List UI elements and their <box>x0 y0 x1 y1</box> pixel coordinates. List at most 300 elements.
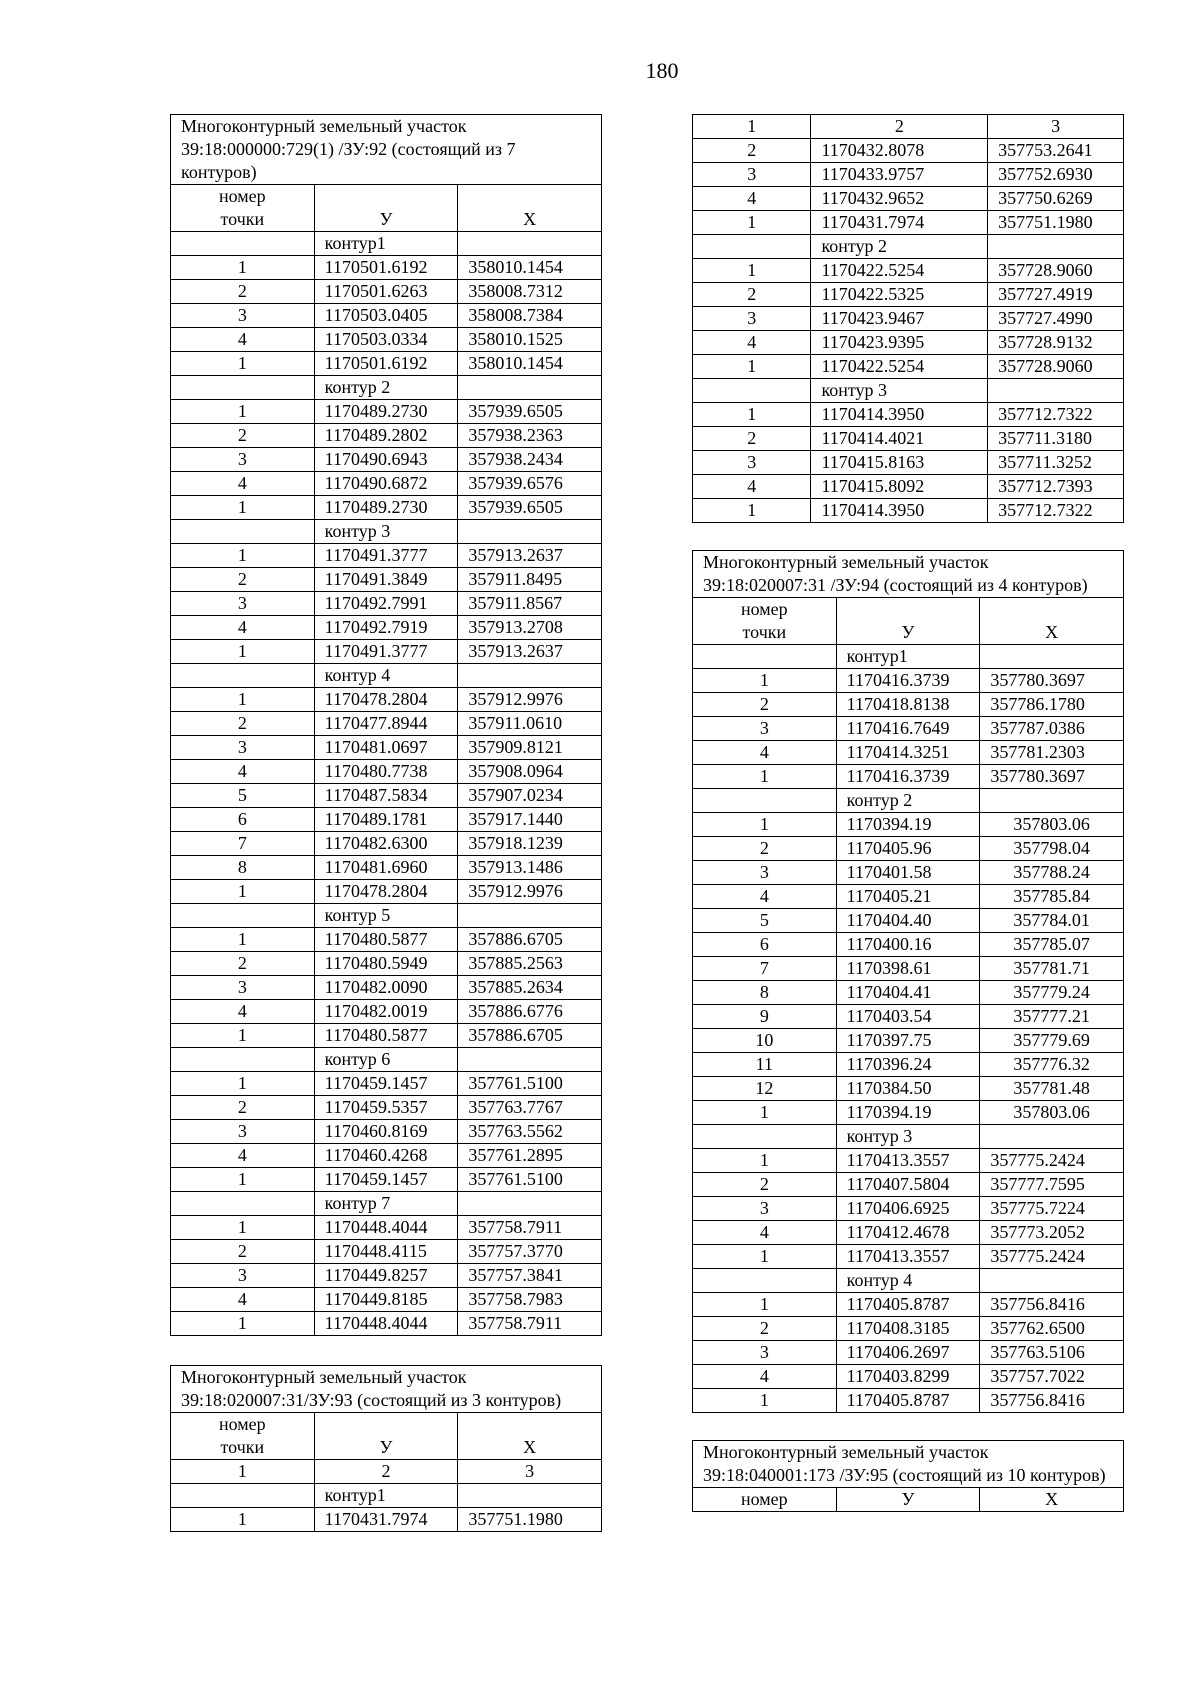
contour-row <box>693 235 1124 259</box>
contour-row <box>171 904 602 928</box>
point-number: 1 <box>693 403 811 427</box>
y-value: 1170478.2804 <box>314 688 458 712</box>
point-number: 2 <box>693 1173 837 1197</box>
point-number: 3 <box>171 736 315 760</box>
table-row <box>693 981 1124 1005</box>
table-row <box>171 280 602 304</box>
y-value: 1170406.6925 <box>836 1197 980 1221</box>
x-value: 357909.8121 <box>458 736 602 760</box>
point-number: 4 <box>171 328 315 352</box>
contour-label: контур 5 <box>314 904 458 928</box>
point-number: 2 <box>171 568 315 592</box>
y-value: 1170482.0090 <box>314 976 458 1000</box>
point-number: 4 <box>693 475 811 499</box>
table-row <box>171 1264 602 1288</box>
table-row <box>171 928 602 952</box>
y-value: 1170482.0019 <box>314 1000 458 1024</box>
table-row <box>171 352 602 376</box>
y-value: 1170423.9395 <box>811 331 988 355</box>
column-number: 1 <box>171 1460 315 1484</box>
x-value: 357913.2708 <box>458 616 602 640</box>
point-number: 1 <box>693 1149 837 1173</box>
x-value: 357757.3841 <box>458 1264 602 1288</box>
x-value: 357763.5562 <box>458 1120 602 1144</box>
contour-label: контур1 <box>314 1484 458 1508</box>
table-row <box>171 568 602 592</box>
table-row <box>693 837 1124 861</box>
x-value: 357757.7022 <box>980 1365 1124 1389</box>
point-number: 3 <box>171 1264 315 1288</box>
point-number: 2 <box>693 283 811 307</box>
x-value: 357912.9976 <box>458 880 602 904</box>
table-title: Многоконтурный земельный участок 39:18:020007:31 /ЗУ:94 (состоящий из 4 контуров) <box>693 551 1124 598</box>
point-number: 2 <box>171 712 315 736</box>
point-number: 2 <box>171 952 315 976</box>
x-value: 357728.9132 <box>988 331 1124 355</box>
point-number: 8 <box>693 981 837 1005</box>
y-value: 1170413.3557 <box>836 1245 980 1269</box>
table-title: Многоконтурный земельный участок 39:18:020007:31/ЗУ:93 (состоящий из 3 контуров) <box>171 1366 602 1413</box>
table-row <box>693 861 1124 885</box>
x-value: 357761.5100 <box>458 1072 602 1096</box>
point-number: 1 <box>693 499 811 523</box>
contour-row <box>171 376 602 400</box>
y-value: 1170414.3950 <box>811 499 988 523</box>
point-number: 11 <box>693 1053 837 1077</box>
point-number: 2 <box>171 1096 315 1120</box>
y-value: 1170422.5254 <box>811 259 988 283</box>
contour-row <box>171 664 602 688</box>
x-value: 357908.0964 <box>458 760 602 784</box>
point-number: 1 <box>693 259 811 283</box>
point-number: 4 <box>693 1365 837 1389</box>
y-value: 1170487.5834 <box>314 784 458 808</box>
table-row <box>171 1120 602 1144</box>
x-value: 357785.84 <box>980 885 1124 909</box>
table-row <box>693 475 1124 499</box>
left-column <box>170 114 602 1532</box>
contour-label: контур1 <box>314 232 458 256</box>
table-row <box>693 427 1124 451</box>
table-row <box>171 1024 602 1048</box>
table-title: Многоконтурный земельный участок 39:18:000000:729(1) /ЗУ:92 (состоящий из 7 контуров) <box>171 115 602 185</box>
point-number: 3 <box>693 1197 837 1221</box>
x-value: 357918.1239 <box>458 832 602 856</box>
point-number: 9 <box>693 1005 837 1029</box>
point-number: 3 <box>171 592 315 616</box>
y-value: 1170418.8138 <box>836 693 980 717</box>
point-number: 1 <box>171 496 315 520</box>
y-value: 1170449.8185 <box>314 1288 458 1312</box>
x-value: 357753.2641 <box>988 139 1124 163</box>
table-row <box>171 448 602 472</box>
table-row <box>693 355 1124 379</box>
table-row <box>693 1149 1124 1173</box>
table-row <box>171 1240 602 1264</box>
point-number: 4 <box>693 1221 837 1245</box>
table-row <box>693 307 1124 331</box>
y-value: 1170492.7991 <box>314 592 458 616</box>
y-value: 1170460.8169 <box>314 1120 458 1144</box>
y-value: 1170482.6300 <box>314 832 458 856</box>
table-body <box>171 232 602 1336</box>
table-row <box>693 885 1124 909</box>
x-value: 357750.6269 <box>988 187 1124 211</box>
y-value: 1170460.4268 <box>314 1144 458 1168</box>
table-row <box>693 331 1124 355</box>
y-value: 1170398.61 <box>836 957 980 981</box>
y-value: 1170415.8163 <box>811 451 988 475</box>
y-value: 1170480.7738 <box>314 760 458 784</box>
y-value: 1170480.5949 <box>314 952 458 976</box>
y-value: 1170397.75 <box>836 1029 980 1053</box>
y-value: 1170405.96 <box>836 837 980 861</box>
y-value: 1170432.9652 <box>811 187 988 211</box>
table-row <box>693 451 1124 475</box>
x-value: 357712.7322 <box>988 403 1124 427</box>
contour-row <box>171 1192 602 1216</box>
y-value: 1170403.8299 <box>836 1365 980 1389</box>
y-value: 1170405.8787 <box>836 1293 980 1317</box>
y-value: 1170401.58 <box>836 861 980 885</box>
y-value: 1170422.5325 <box>811 283 988 307</box>
x-value: 357711.3180 <box>988 427 1124 451</box>
point-number: 1 <box>171 1024 315 1048</box>
point-number-header <box>171 1413 315 1460</box>
contour-row <box>693 1269 1124 1293</box>
table-row <box>693 765 1124 789</box>
y-value: 1170412.4678 <box>836 1221 980 1245</box>
point-number: 1 <box>693 1389 837 1413</box>
table-body <box>693 139 1124 523</box>
point-number: 1 <box>693 813 837 837</box>
table-row <box>171 1072 602 1096</box>
point-number: 5 <box>171 784 315 808</box>
table-row <box>171 640 602 664</box>
y-value: 1170501.6192 <box>314 256 458 280</box>
y-value: 1170407.5804 <box>836 1173 980 1197</box>
x-value: 357728.9060 <box>988 355 1124 379</box>
contour-row <box>693 789 1124 813</box>
y-value: 1170431.7974 <box>811 211 988 235</box>
point-number: 4 <box>171 1000 315 1024</box>
table-row <box>171 880 602 904</box>
x-value: 358008.7312 <box>458 280 602 304</box>
table-row <box>693 1101 1124 1125</box>
table-row <box>171 688 602 712</box>
table-row <box>171 304 602 328</box>
table-row <box>171 424 602 448</box>
contour-label: контур 3 <box>836 1125 980 1149</box>
contour-label: контур 4 <box>314 664 458 688</box>
table-row <box>693 211 1124 235</box>
x-value: 357779.69 <box>980 1029 1124 1053</box>
x-value: 357913.2637 <box>458 640 602 664</box>
table-row <box>693 909 1124 933</box>
x-value: 357752.6930 <box>988 163 1124 187</box>
y-value: 1170423.9467 <box>811 307 988 331</box>
x-value: 357939.6505 <box>458 496 602 520</box>
table-row <box>693 283 1124 307</box>
y-value: 1170416.3739 <box>836 669 980 693</box>
table-title: Многоконтурный земельный участок 39:18:040001:173 /ЗУ:95 (состоящий из 10 контуров) <box>693 1441 1124 1488</box>
point-number: 1 <box>693 1293 837 1317</box>
x-value: 357907.0234 <box>458 784 602 808</box>
table-row <box>693 1173 1124 1197</box>
table-row <box>171 1144 602 1168</box>
x-value: 357758.7983 <box>458 1288 602 1312</box>
point-number: 2 <box>693 693 837 717</box>
table-row <box>693 1389 1124 1413</box>
contour-label: контур 2 <box>811 235 988 259</box>
x-value: 357776.32 <box>980 1053 1124 1077</box>
point-number: 1 <box>171 352 315 376</box>
x-value: 357727.4990 <box>988 307 1124 331</box>
point-number: 1 <box>693 211 811 235</box>
column-number-row <box>171 1460 602 1484</box>
contour-label: контур 2 <box>836 789 980 813</box>
table-row <box>693 1221 1124 1245</box>
point-number-header-line2: точки <box>742 622 787 642</box>
point-number: 4 <box>693 741 837 765</box>
table-row <box>693 669 1124 693</box>
table-row <box>693 163 1124 187</box>
y-header: У <box>836 598 980 645</box>
x-value: 357886.6776 <box>458 1000 602 1024</box>
x-value: 357912.9976 <box>458 688 602 712</box>
table-row <box>171 496 602 520</box>
y-value: 1170406.2697 <box>836 1341 980 1365</box>
table-row <box>171 328 602 352</box>
point-number: 3 <box>693 163 811 187</box>
y-value: 1170394.19 <box>836 1101 980 1125</box>
table-row <box>693 1317 1124 1341</box>
point-number: 8 <box>171 856 315 880</box>
x-value: 357803.06 <box>980 813 1124 837</box>
table-row <box>171 1096 602 1120</box>
x-value: 357751.1980 <box>458 1508 602 1532</box>
contour-row <box>171 1048 602 1072</box>
point-number: 1 <box>171 1508 315 1532</box>
table-row <box>693 1293 1124 1317</box>
point-number: 1 <box>171 1168 315 1192</box>
y-value: 1170394.19 <box>836 813 980 837</box>
table-row <box>171 592 602 616</box>
coordinates-table-zu93-continued <box>692 114 1124 523</box>
point-number: 7 <box>171 832 315 856</box>
point-number: 1 <box>171 640 315 664</box>
point-number: 4 <box>171 1288 315 1312</box>
y-value: 1170489.2802 <box>314 424 458 448</box>
y-value: 1170414.4021 <box>811 427 988 451</box>
x-value: 357785.07 <box>980 933 1124 957</box>
y-value: 1170489.1781 <box>314 808 458 832</box>
y-value: 1170491.3849 <box>314 568 458 592</box>
x-value: 357886.6705 <box>458 928 602 952</box>
contour-label: контур 6 <box>314 1048 458 1072</box>
contour-row <box>693 645 1124 669</box>
x-value: 357712.7393 <box>988 475 1124 499</box>
x-value: 358010.1454 <box>458 352 602 376</box>
y-value: 1170405.21 <box>836 885 980 909</box>
y-value: 1170501.6263 <box>314 280 458 304</box>
contour-row <box>171 520 602 544</box>
point-number-header: номер <box>693 1488 837 1512</box>
y-value: 1170492.7919 <box>314 616 458 640</box>
x-value: 357761.2895 <box>458 1144 602 1168</box>
x-value: 357780.3697 <box>980 669 1124 693</box>
y-value: 1170477.8944 <box>314 712 458 736</box>
y-value: 1170433.9757 <box>811 163 988 187</box>
x-value: 357727.4919 <box>988 283 1124 307</box>
x-value: 357911.8567 <box>458 592 602 616</box>
y-value: 1170489.2730 <box>314 400 458 424</box>
table-row <box>171 616 602 640</box>
x-value: 357758.7911 <box>458 1216 602 1240</box>
table-row <box>171 1000 602 1024</box>
x-header: Х <box>458 185 602 232</box>
y-value: 1170403.54 <box>836 1005 980 1029</box>
point-number: 1 <box>171 688 315 712</box>
point-number: 3 <box>171 304 315 328</box>
x-value: 357775.2424 <box>980 1245 1124 1269</box>
table-row <box>693 139 1124 163</box>
y-value: 1170448.4115 <box>314 1240 458 1264</box>
point-number: 2 <box>171 1240 315 1264</box>
y-header: У <box>314 1413 458 1460</box>
y-value: 1170431.7974 <box>314 1508 458 1532</box>
y-value: 1170400.16 <box>836 933 980 957</box>
y-value: 1170459.1457 <box>314 1072 458 1096</box>
x-header: Х <box>980 598 1124 645</box>
x-value: 357911.0610 <box>458 712 602 736</box>
table-row <box>693 1077 1124 1101</box>
contour-row <box>171 1484 602 1508</box>
table-row <box>693 1053 1124 1077</box>
point-number-header-line2: точки <box>220 209 265 229</box>
y-value: 1170503.0334 <box>314 328 458 352</box>
table-row <box>171 256 602 280</box>
y-value: 1170449.8257 <box>314 1264 458 1288</box>
table-row <box>693 1365 1124 1389</box>
table-row <box>693 1197 1124 1221</box>
table-row <box>171 1168 602 1192</box>
x-value: 357711.3252 <box>988 451 1124 475</box>
x-value: 357728.9060 <box>988 259 1124 283</box>
table-row <box>693 933 1124 957</box>
column-number-row <box>693 115 1124 139</box>
table-row <box>171 808 602 832</box>
point-number: 4 <box>171 1144 315 1168</box>
table-row <box>693 717 1124 741</box>
y-value: 1170491.3777 <box>314 640 458 664</box>
point-number: 7 <box>693 957 837 981</box>
point-number: 2 <box>171 424 315 448</box>
y-value: 1170384.50 <box>836 1077 980 1101</box>
table-row <box>171 1216 602 1240</box>
x-value: 357712.7322 <box>988 499 1124 523</box>
x-value: 357798.04 <box>980 837 1124 861</box>
x-header: Х <box>458 1413 602 1460</box>
y-value: 1170414.3251 <box>836 741 980 765</box>
column-number: 1 <box>693 115 811 139</box>
y-value: 1170459.1457 <box>314 1168 458 1192</box>
contour-row <box>171 232 602 256</box>
contour-row <box>693 1125 1124 1149</box>
x-value: 357913.2637 <box>458 544 602 568</box>
x-value: 358010.1454 <box>458 256 602 280</box>
table-row <box>171 856 602 880</box>
point-number: 1 <box>171 1072 315 1096</box>
table-row <box>171 400 602 424</box>
y-value: 1170489.2730 <box>314 496 458 520</box>
point-number: 1 <box>171 400 315 424</box>
y-value: 1170414.3950 <box>811 403 988 427</box>
y-value: 1170481.0697 <box>314 736 458 760</box>
column-number: 3 <box>988 115 1124 139</box>
contour-label: контур 3 <box>811 379 988 403</box>
point-number: 1 <box>171 928 315 952</box>
table-row <box>693 1341 1124 1365</box>
x-value: 357775.2424 <box>980 1149 1124 1173</box>
table-row <box>171 544 602 568</box>
x-value: 357938.2363 <box>458 424 602 448</box>
point-number: 1 <box>693 669 837 693</box>
x-value: 357779.24 <box>980 981 1124 1005</box>
y-value: 1170503.0405 <box>314 304 458 328</box>
x-value: 357757.3770 <box>458 1240 602 1264</box>
y-value: 1170448.4044 <box>314 1216 458 1240</box>
point-number-header <box>693 598 837 645</box>
point-number: 2 <box>693 427 811 451</box>
x-value: 357788.24 <box>980 861 1124 885</box>
coordinates-table-zu94 <box>692 550 1124 1413</box>
table-row <box>171 784 602 808</box>
x-value: 357781.2303 <box>980 741 1124 765</box>
point-number: 2 <box>171 280 315 304</box>
x-value: 357781.48 <box>980 1077 1124 1101</box>
x-value: 357773.2052 <box>980 1221 1124 1245</box>
y-value: 1170404.41 <box>836 981 980 1005</box>
point-number: 6 <box>693 933 837 957</box>
table-row <box>693 1029 1124 1053</box>
y-value: 1170448.4044 <box>314 1312 458 1336</box>
y-value: 1170396.24 <box>836 1053 980 1077</box>
point-number: 4 <box>171 472 315 496</box>
column-number: 2 <box>811 115 988 139</box>
y-value: 1170413.3557 <box>836 1149 980 1173</box>
point-number: 10 <box>693 1029 837 1053</box>
x-value: 357758.7911 <box>458 1312 602 1336</box>
y-value: 1170422.5254 <box>811 355 988 379</box>
point-number-header-line1: номер <box>218 1414 266 1434</box>
point-number: 4 <box>171 616 315 640</box>
y-value: 1170404.40 <box>836 909 980 933</box>
point-number: 3 <box>171 448 315 472</box>
x-value: 357939.6505 <box>458 400 602 424</box>
x-value: 357938.2434 <box>458 448 602 472</box>
x-value: 357781.71 <box>980 957 1124 981</box>
table-row <box>693 259 1124 283</box>
point-number: 1 <box>693 1101 837 1125</box>
y-header: У <box>314 185 458 232</box>
contour-label: контур 4 <box>836 1269 980 1293</box>
x-value: 357775.7224 <box>980 1197 1124 1221</box>
point-number: 3 <box>693 717 837 741</box>
table-row <box>171 760 602 784</box>
table-row <box>171 1312 602 1336</box>
table-row <box>693 741 1124 765</box>
